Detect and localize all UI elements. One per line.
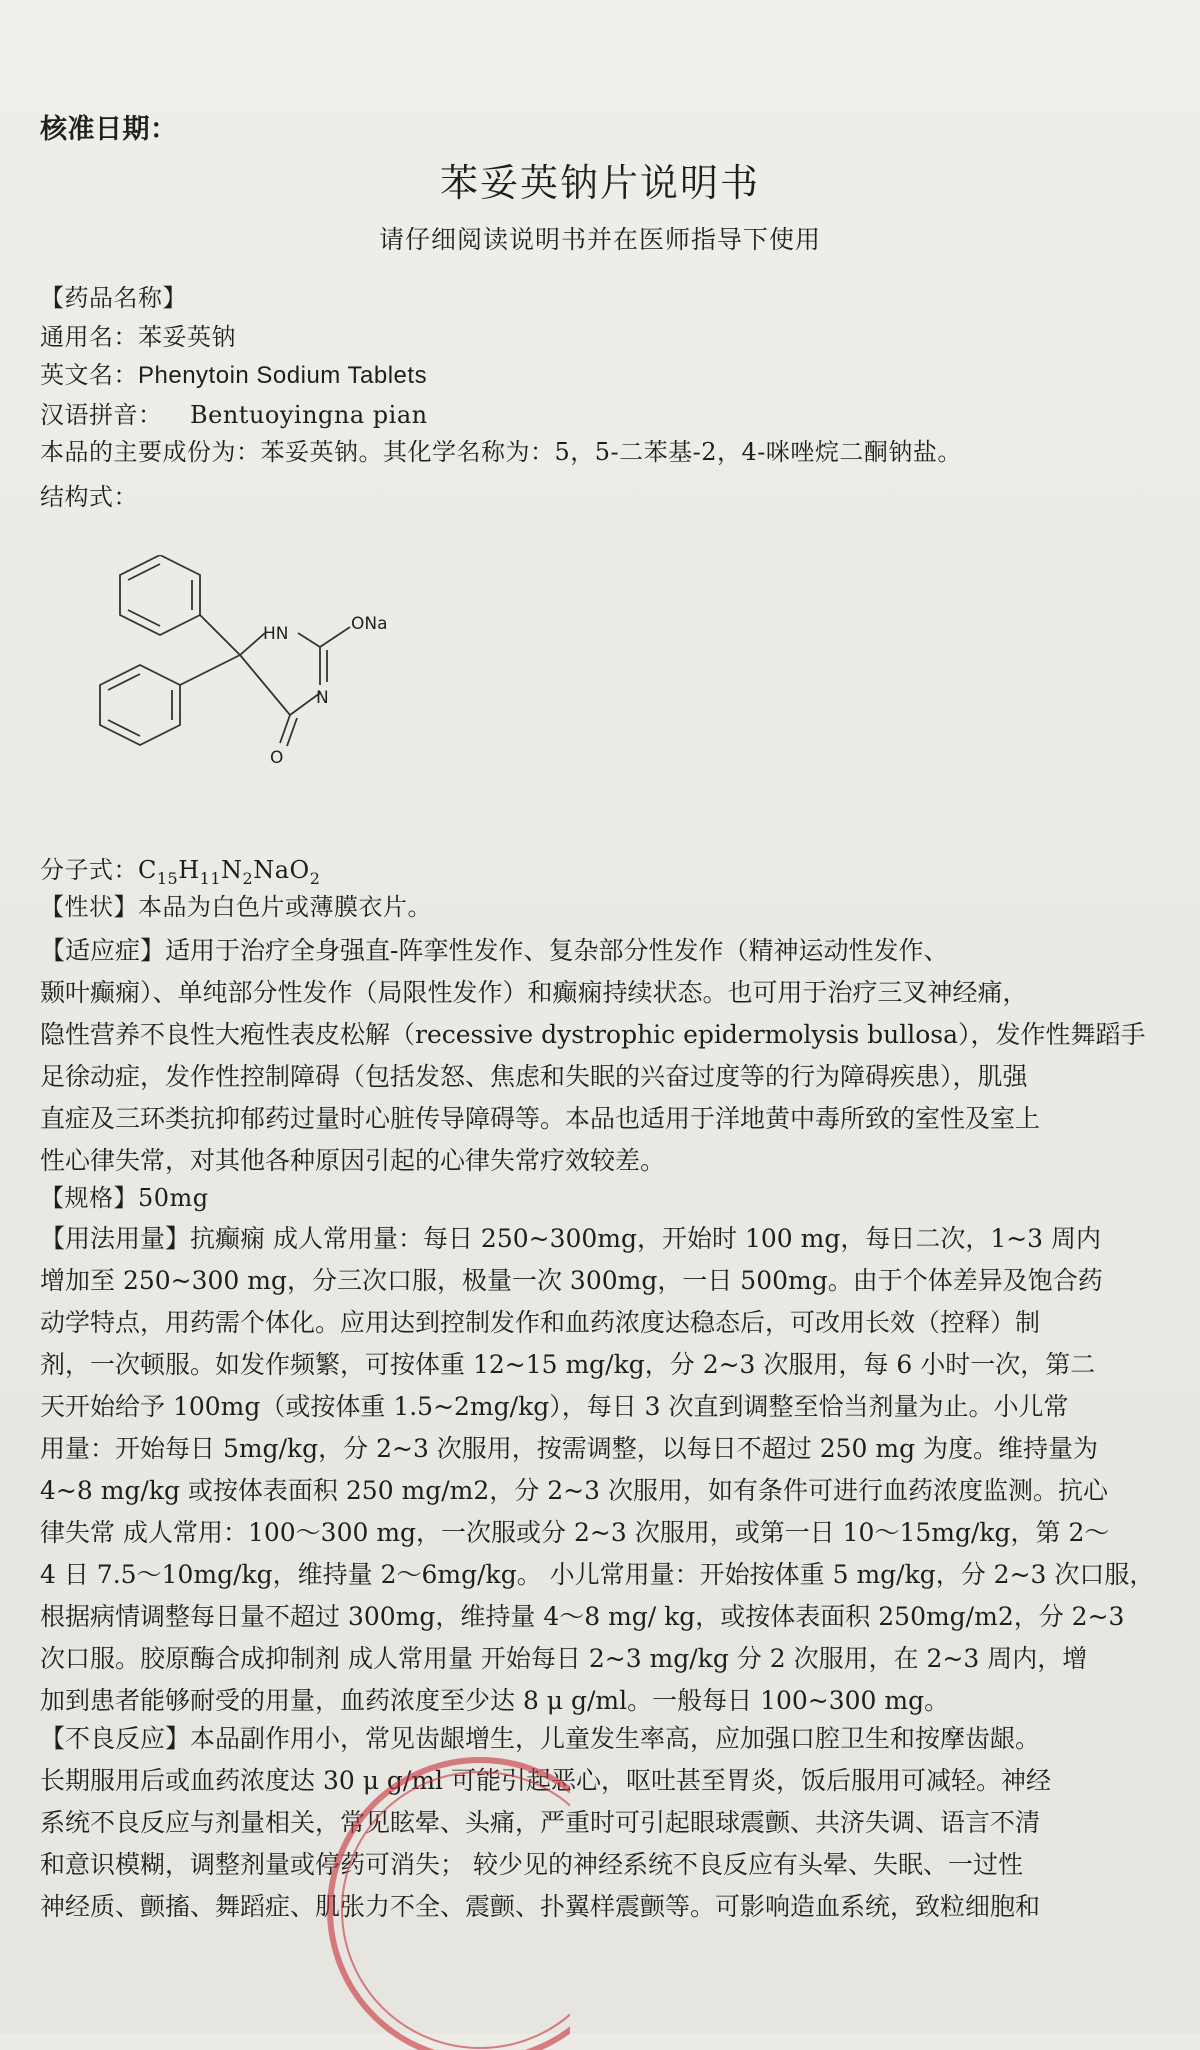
document-title: 苯妥英钠片说明书: [439, 161, 760, 205]
adverse-line: 和意识模糊，调整剂量或停药可消失； 较少见的神经系统不良反应有头晕、失眠、一过性: [40, 1850, 1023, 1879]
properties-text: 本品为白色片或薄膜衣片。: [138, 893, 432, 921]
specification-text: 50mg: [138, 1184, 209, 1212]
properties-heading: 【性状】: [40, 893, 138, 921]
molecular-formula-row: [40, 855, 320, 894]
indications-line: 颞叶癫痫）、单纯部分性发作（局限性发作）和癫痫持续状态。也可用于治疗三叉神经痛，: [40, 978, 1028, 1007]
phenyl-ring-lower: [100, 665, 180, 745]
adverse-line: 神经质、颤搐、舞蹈症、肌张力不全、震颤、扑翼样震颤等。可影响造血系统，致粒细胞和: [40, 1892, 1041, 1921]
dosage-line: 动学特点，用药需个体化。应用达到控制发作和血药浓度达稳态后，可改用长效（控释）制: [40, 1308, 1041, 1337]
dosage-line: 增加至 250~300 mg，分三次口服，极量一次 300mg，一日 500mg。由于个体差异及饱合药: [40, 1266, 1103, 1295]
dosage-line: 天开始给予 100mg（或按体重 1.5~2mg/kg），每日 3 次直到调整至恰当剂量为止。小儿常: [40, 1392, 1069, 1421]
formula-label: 分子式：: [40, 856, 138, 884]
english-name-value: Phenytoin Sodium Tablets: [138, 362, 428, 389]
specification-row: [40, 1183, 209, 1213]
generic-name-row: [40, 322, 236, 352]
indications-line: 性心律失常，对其他各种原因引起的心律失常疗效较差。: [40, 1146, 666, 1175]
molecular-formula: $C_{15}H_{11}N_2NaO_2$: [138, 856, 321, 888]
dosage-line: 抗癫痫 成人常用量：每日 250~300mg，开始时 100 mg，每日二次，1~3 周内: [190, 1224, 1102, 1253]
specification-heading: 【规格】: [40, 1184, 138, 1212]
generic-name-value: 苯妥英钠: [138, 323, 236, 351]
red-official-stamp: [270, 1650, 570, 2050]
adverse-heading: 【不良反应】: [40, 1724, 191, 1753]
approval-date-label: 核准日期：: [40, 114, 178, 145]
adverse-line: 系统不良反应与剂量相关，常见眩晕、头痛，严重时可引起眼球震颤、共济失调、语言不清: [40, 1808, 1041, 1837]
atom-n: N: [316, 688, 329, 708]
indications-heading: 【适应症】: [40, 936, 166, 965]
generic-name-label: 通用名：: [40, 323, 138, 351]
indications-line: 适用于治疗全身强直-阵挛性发作、复杂部分性发作（精神运动性发作、: [165, 936, 949, 965]
adverse-reactions-section: [40, 1718, 1160, 1928]
dosage-line: 剂，一次顿服。如发作频繁，可按体重 12~15 mg/kg，分 2~3 次服用，每 6 小时一次，第二: [40, 1350, 1096, 1379]
indications-line: 足徐动症，发作性控制障碍（包括发怒、焦虑和失眠的兴奋过度等的行为障碍疾患），肌强: [40, 1062, 1028, 1091]
indications-line: 隐性营养不良性大疱性表皮松解（recessive dystrophic epidermolysis bullosa），发作性舞蹈手: [40, 1020, 1146, 1049]
indications-section: [40, 930, 1160, 1182]
pinyin-value: Bentuoyingna pian: [190, 401, 428, 429]
structural-formula: [80, 555, 410, 795]
pinyin-label: 汉语拼音：: [40, 401, 163, 429]
atom-hn: HN: [263, 624, 289, 644]
phenyl-ring-upper: [120, 555, 200, 635]
adverse-line: 本品副作用小，常见齿龈增生，儿童发生率高，应加强口腔卫生和按摩齿龈。: [190, 1724, 1041, 1753]
document-subtitle: 请仔细阅读说明书并在医师指导下使用: [378, 225, 821, 254]
adverse-line: 长期服用后或血药浓度达 30 μ g/ml 可能引起恶心，呕吐甚至胃炎，饭后服用可减轻。神经: [40, 1766, 1051, 1795]
english-name-label: 英文名：: [40, 361, 138, 389]
dosage-section: [40, 1218, 1160, 1722]
dosage-line: 4 日 7.5～10mg/kg，维持量 2～6mg/kg。 小儿常用量：开始按体重 5 mg/kg，分 2~3 次口服，: [40, 1560, 1155, 1589]
dosage-line: 4~8 mg/kg 或按体表面积 250 mg/m2，分 2~3 次服用，如有条件可进行血药浓度监测。抗心: [40, 1476, 1108, 1505]
properties-row: [40, 892, 432, 922]
english-name-row: [40, 360, 427, 391]
dosage-line: 律失常 成人常用：100～300 mg，一次服或分 2~3 次服用，或第一日 10～15mg/kg，第 2～: [40, 1518, 1110, 1547]
structure-label: 结构式：: [40, 483, 138, 511]
dosage-heading: 【用法用量】: [40, 1224, 191, 1253]
atom-o: O: [270, 748, 284, 768]
dosage-line: 用量：开始每日 5mg/kg，分 2~3 次服用，按需调整，以每日不超过 250 mg 为度。维持量为: [40, 1434, 1099, 1463]
dosage-line: 次口服。胶原酶合成抑制剂 成人常用量 开始每日 2~3 mg/kg 分 2 次服用，在 2~3 周内，增: [40, 1644, 1088, 1673]
composition-text: 本品的主要成份为：苯妥英钠。其化学名称为：5，5-二苯基-2，4-咪唑烷二酮钠盐。: [40, 438, 962, 466]
dosage-line: 加到患者能够耐受的用量，血药浓度至少达 8 μ g/ml。一般每日 100~300 mg。: [40, 1686, 950, 1715]
atom-ona: ONa: [351, 614, 388, 634]
drug-name-heading: 【药品名称】: [40, 284, 187, 312]
indications-line: 直症及三环类抗抑郁药过量时心脏传导障碍等。本品也适用于洋地黄中毒所致的室性及室上: [40, 1104, 1041, 1133]
dosage-line: 根据病情调整每日量不超过 300mg，维持量 4～8 mg/ kg，或按体表面积 250mg/m2，分 2~3: [40, 1602, 1125, 1631]
